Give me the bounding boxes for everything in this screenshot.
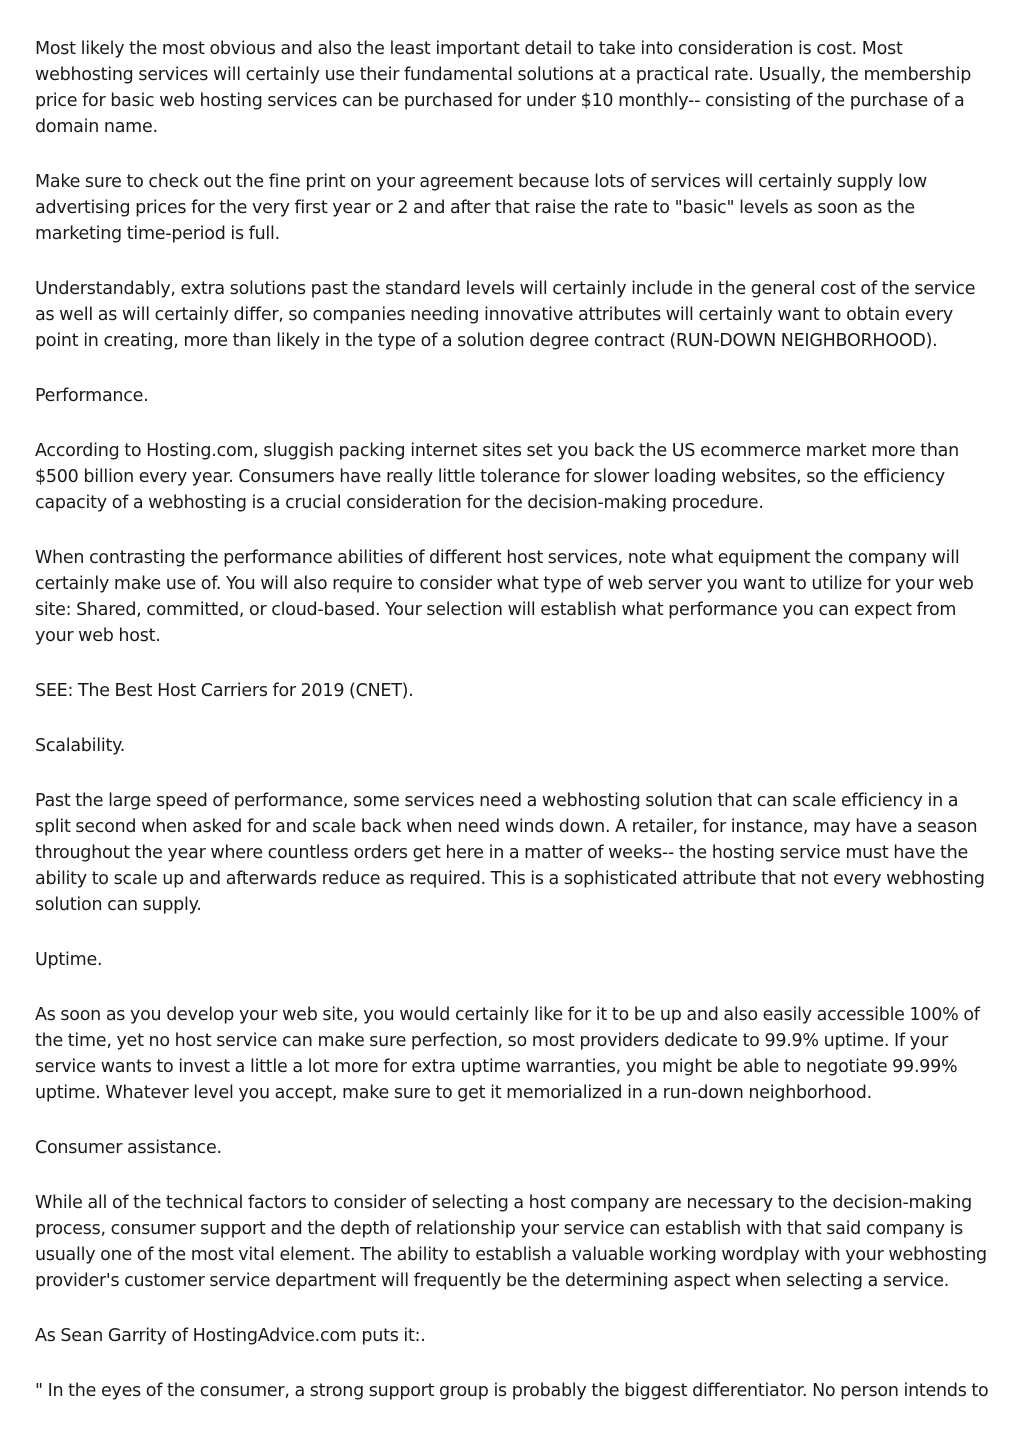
heading-performance: Performance. xyxy=(35,386,149,406)
paragraph-consumer-support: While all of the technical factors to consider of selecting a host company are necessary to the decision-making process, consumer support and the depth of relationship your service can establish with that said company is usually one of the most vital element. The ability to establish a valuable working wordplay with your webhosting provider's customer service department will frequently be the determining aspect when selecting a service. xyxy=(35,1193,987,1291)
paragraph-sean-garrity: As Sean Garrity of HostingAdvice.com puts it:. xyxy=(35,1326,426,1346)
paragraph-extra-solutions: Understandably, extra solutions past the standard levels will certainly include in the general cost of the service as well as will certainly differ, so companies needing innovative attributes will certainly want to obtain every point in creating, more than likely in the type of a solution degree contract (RUN-DOWN NEIGHBORHOOD). xyxy=(35,279,976,351)
heading-uptime: Uptime. xyxy=(35,950,103,970)
heading-scalability: Scalability. xyxy=(35,736,126,756)
paragraph-uptime: As soon as you develop your web site, you would certainly like for it to be up and also easily accessible 100% of the time, yet no host service can make sure perfection, so most providers dedicate to 99.9% uptime. If your service wants to invest a little a lot more for extra uptime warranties, you might be able to negotiate 99.99% uptime. Whatever level you accept, make sure to get it memorialized in a run-down neighborhood. xyxy=(35,1005,980,1103)
paragraph-see-cnet: SEE: The Best Host Carriers for 2019 (CNET). xyxy=(35,681,414,701)
paragraph-scalability: Past the large speed of performance, some services need a webhosting solution that can scale efficiency in a split second when asked for and scale back when need winds down. A retailer, for instance, may have a season throughout the year where countless orders get here in a matter of weeks-- the hosting service must have the ability to scale up and afterwards reduce as required. This is a sophisticated attribute that not every webhosting solution can supply. xyxy=(35,791,985,915)
paragraph-quote: " In the eyes of the consumer, a strong support group is probably the biggest differentiator. No person intends to xyxy=(35,1381,989,1401)
paragraph-performance-abilities: When contrasting the performance abilities of different host services, note what equipment the company will certainly make use of. You will also require to consider what type of web server you want to utilize for your web site: Shared, committed, or cloud-based. Your selection will establish what performance you can expect from your web host. xyxy=(35,548,974,646)
paragraph-cost: Most likely the most obvious and also the least important detail to take into consideration is cost. Most webhosting services will certainly use their fundamental solutions at a practical rate. Usually, the membership price for basic web hosting services can be purchased for under $10 monthly-- consisting of the purchase of a domain name. xyxy=(35,39,972,137)
paragraph-fine-print: Make sure to check out the fine print on your agreement because lots of services will certainly supply low advertising prices for the very first year or 2 and after that raise the rate to "basic" levels as soon as the marketing time-period is full. xyxy=(35,172,927,244)
document-body xyxy=(35,36,995,1433)
paragraph-hosting-com: According to Hosting.com, sluggish packing internet sites set you back the US ecommerce market more than $500 billion every year. Consumers have really little tolerance for slower loading websites, so the efficiency capacity of a webhosting is a crucial consideration for the decision-making procedure. xyxy=(35,441,959,513)
heading-consumer-assistance: Consumer assistance. xyxy=(35,1138,222,1158)
